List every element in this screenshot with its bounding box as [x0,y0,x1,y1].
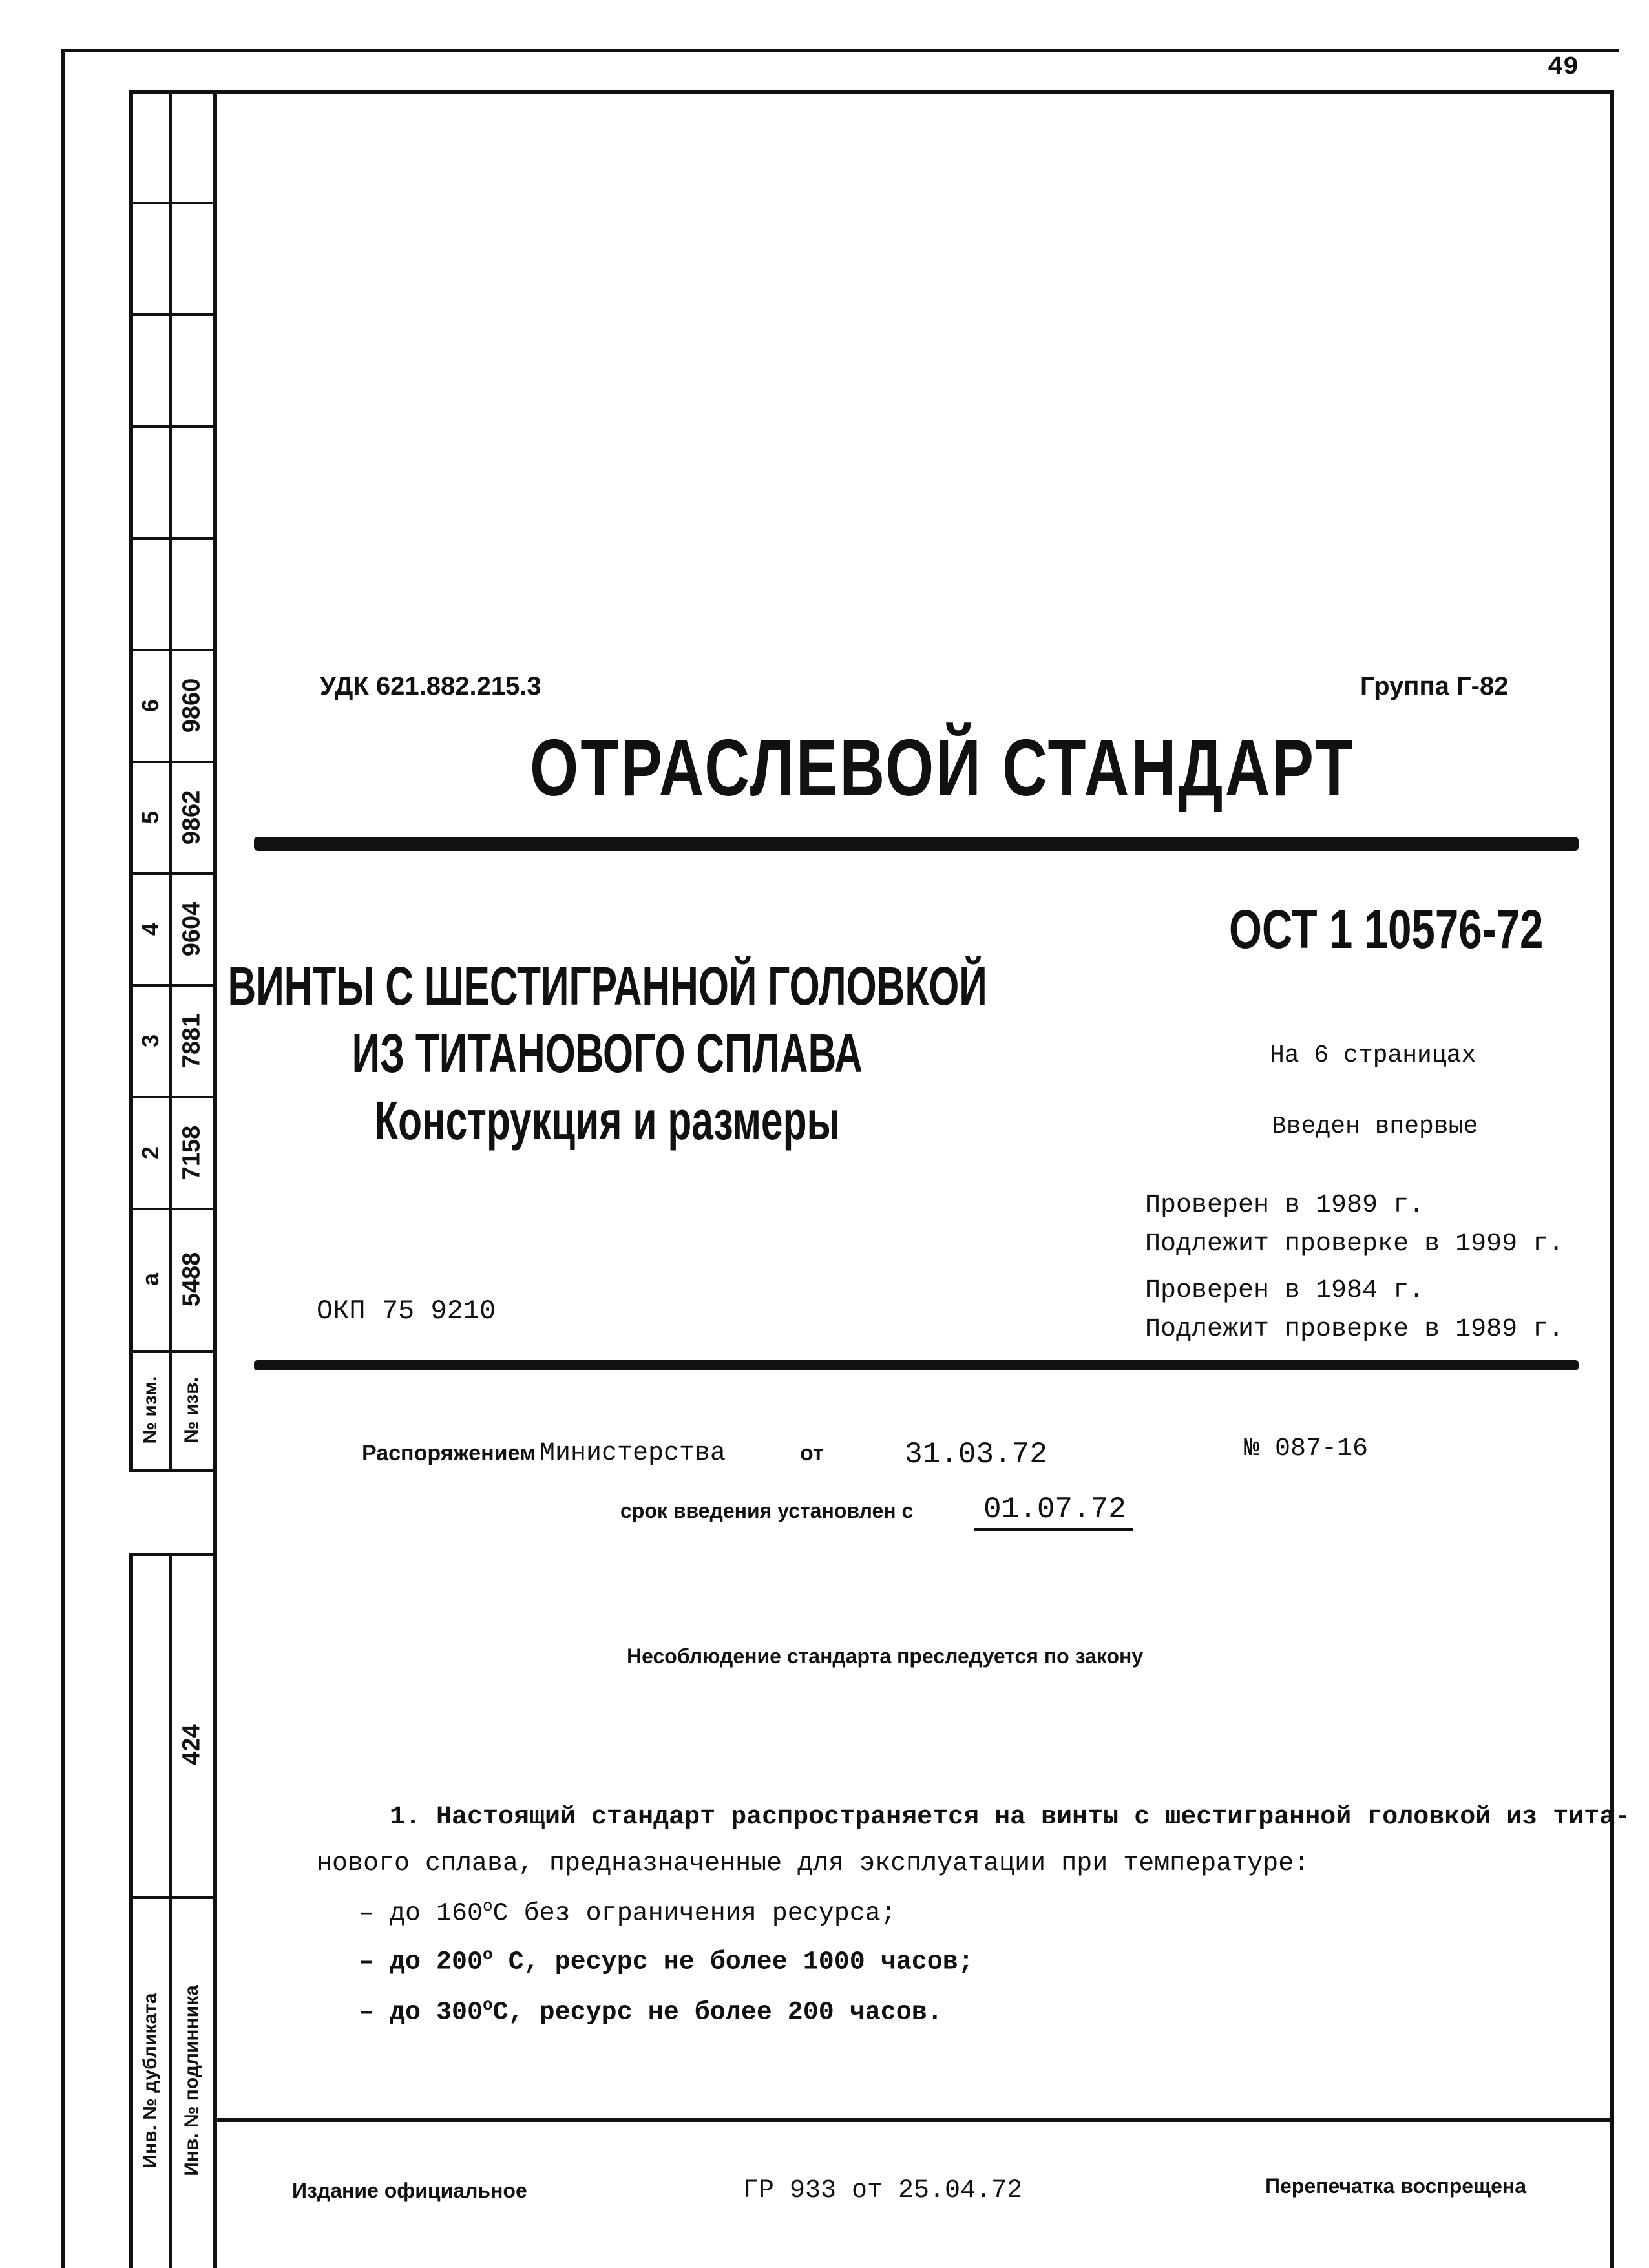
clause-item-3-suffix: С, ресурс не более 200 часов. [492,1998,943,2028]
clause-item-2-suffix: С, ресурс не более 1000 часов; [492,1948,974,1977]
recheck-1989: Подлежит проверке в 1989 г. [1145,1315,1564,1344]
order-date: 31.03.72 [905,1438,1047,1471]
strip2-divider-line [129,1896,216,1899]
clause-item-3 [359,1995,943,2027]
strip-value-424: 424 [178,1724,205,1765]
group-code: Группа Г-82 [1360,672,1509,700]
strip-divider [129,1350,216,1353]
clause-item-2 [359,1945,974,1977]
title-line-3-text: Конструкция и размеры [374,1090,841,1151]
strip-label-original: Инв. № подлинника [181,1985,202,2176]
clause-line-1: 1. Настоящий стандарт распространяется на винты с шестигранной головкой из тита- [390,1803,1631,1832]
clause-item-2-temp: 200 [436,1948,483,1977]
footer-registration: ГР 933 от 25.04.72 [743,2176,1023,2205]
clause-item-3-deg: o [483,1995,493,2015]
outer-left-line [61,49,65,2268]
legal-notice: Несоблюдение стандарта преследуется по закону [627,1644,1144,1668]
thick-rule-bottom [254,1360,1579,1370]
strip2-top-line [129,1553,216,1556]
strip-header-3: 3 [137,1034,163,1048]
term-date-underline [974,1528,1133,1531]
title-line-1-text: ВИНТЫ С ШЕСТИГРАННОЙ ГОЛОВКОЙ [227,956,987,1016]
footer-reprint: Перепечатка воспрещена [1265,2174,1526,2198]
strip-value-9604: 9604 [178,901,205,957]
frame-top-line [129,90,1614,94]
checked-1984: Проверен в 1984 г. [1145,1276,1425,1305]
strip-header-a: a [137,1272,163,1286]
clause-item-2-prefix: – до [359,1948,437,1977]
strip-header-6: 6 [137,698,163,713]
strip-value-7881: 7881 [178,1013,205,1069]
page-number: 49 [1548,53,1579,82]
title-line-3 [0,1089,1215,1152]
standard-code: ОСТ 1 10576-72 [1229,899,1544,960]
strip-header-4: 4 [137,922,163,936]
udk-code: УДК 621.882.215.3 [320,672,541,700]
clause-item-3-temp: 300 [436,1998,483,2028]
strip-value-7158: 7158 [178,1125,205,1181]
okp-code: ОКП 75 9210 [317,1296,496,1327]
thick-rule-top [254,837,1579,851]
strip-bottom-line [129,1469,216,1472]
order-number: № 087-16 [1244,1434,1369,1464]
introduced-note: Введен впервые [1272,1113,1478,1140]
strip-header-5: 5 [137,810,163,824]
order-ministry: Министерства [540,1439,726,1468]
strip-divider [129,202,216,204]
clause-item-2-deg: o [483,1945,493,1964]
frame-right-line [1610,90,1614,2268]
clause-line-2: нового сплава, предназначенные для эксплуатации при температуре: [317,1849,1310,1878]
strip-header-2: 2 [137,1146,163,1160]
strip-outer-line [129,90,133,1470]
strip-value-5488: 5488 [178,1252,205,1307]
strip-mid-line [169,90,172,1470]
recheck-1999: Подлежит проверке в 1999 г. [1145,1230,1564,1259]
strip-value-9860: 9860 [178,678,205,733]
main-title: ОТРАСЛЕВОЙ СТАНДАРТ [530,724,1356,813]
footer-edition: Издание официальное [292,2179,527,2202]
clause-item-1-prefix: – до [359,1899,437,1929]
clause-item-1 [359,1896,896,1928]
footer-top-line [215,2118,1612,2122]
checked-1989: Проверен в 1989 г. [1145,1191,1425,1220]
term-label: срок введения установлен с [620,1499,914,1522]
order-from: от [800,1441,824,1465]
order-label: Распоряжением [362,1441,536,1465]
clause-item-1-deg: o [483,1896,493,1916]
title-line-2 [0,1022,1215,1085]
strip-value-9862: 9862 [178,790,205,845]
outer-top-line [61,49,1619,52]
clause-item-3-prefix: – до [359,1998,437,2028]
strip2-outer-line [129,1554,133,2268]
clause-item-1-suffix: C без ограничения ресурса; [492,1899,896,1929]
strip-divider [129,537,216,540]
strip-divider [129,761,216,763]
strip2-mid-line [169,1554,172,2268]
strip-divider [129,872,216,875]
clause-item-1-temp: 160 [436,1899,483,1929]
strip-label-izv: № изв. [181,1377,202,1443]
strip-divider [129,313,216,316]
term-date: 01.07.72 [983,1493,1126,1526]
strip-divider [129,649,216,651]
strip-label-izm: № изм. [140,1376,161,1444]
pages-count: На 6 страницах [1270,1042,1476,1069]
frame-left-line [213,90,217,2268]
title-line-1 [0,955,1215,1018]
strip-divider [129,1208,216,1210]
strip-label-duplicate: Инв. № дубликата [140,1993,161,2168]
strip-divider [129,425,216,428]
title-line-2-text: ИЗ ТИТАНОВОГО СПЛАВА [352,1023,863,1084]
